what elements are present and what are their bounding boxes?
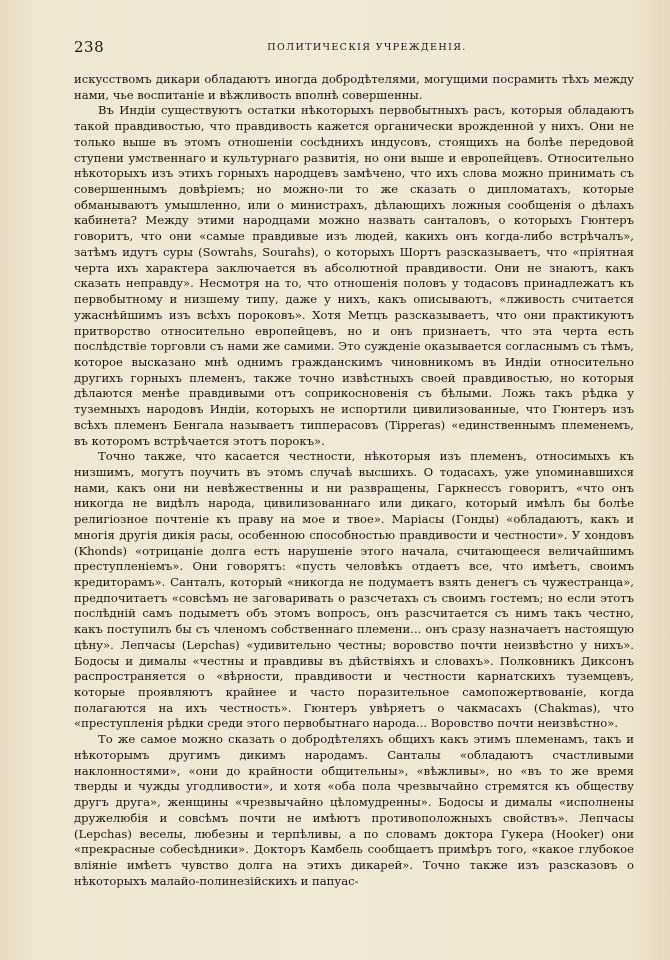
page-number: 238 (74, 38, 105, 56)
body-text (74, 72, 634, 889)
page-header (74, 38, 640, 60)
paragraph-common-virtues: То же самое можно сказать о добродѣтеляхъ общихъ какъ этимъ племенамъ, такъ и нѣкоторымъ другимъ дикимъ народамъ. Санталы «обладаютъ счастливыми наклонностями», «они до крайности общительны», «вѣжливы», но «въ то же время тверды и чужды угодливости», и хотя «оба пола чрезвычайно стремятся къ обществу другъ друга», женщины «чрезвычайно цѣломудренны». Бодосы и дималы «исполнены дружелюбія и совсѣмъ почти не имѣютъ противоположныхъ свойствъ». Лепчасы (Lepchas) веселы, любезны и терпѣливы, а по словамъ доктора Гукера (Hooker) они «прекрасные собесѣдники». Докторъ Камбель сообщаетъ примѣръ того, «какое глубокое вліяніе имѣетъ чувство долга на этихъ дикарей». Точно также изъ разсказовъ о нѣкоторыхъ малайо-полинезійскихъ и папуас- (74, 732, 634, 888)
running-title: ПОЛИТИЧЕСКІЯ УЧРЕЖДЕНІЯ. (267, 42, 467, 53)
paragraph-truthfulness: Въ Индіи существуютъ остатки нѣкоторыхъ первобытныхъ расъ, которыя обладаютъ такой правдивостью, что правдивость кажется органически врожденной у нихъ. Они не только выше въ этомъ отношеніи сосѣднихъ индусовъ, стоящихъ на болѣе передовой ступени умственнаго и культурнаго развитія, но они выше и европейцевъ. Относительно нѣкоторыхъ изъ этихъ горныхъ народцевъ замѣчено, что ихъ слова можно принимать съ совершеннымъ довѣріемъ; но можно-ли то же сказать о дипломатахъ, которые обманываютъ умышленно, или о министрахъ, дѣлающихъ ложныя сообщенія о дѣлахъ кабинета? Между этими народцами можно назвать санталовъ, о которыхъ Гюнтеръ говоритъ, что они «самые правдивые изъ людей, какихъ онъ когда-либо встрѣчалъ», затѣмъ идутъ суры (Sowrahs, Sourahs), о которыхъ Шортъ разсказываетъ, что «пріятная черта ихъ характера заключается въ абсолютной правдивости. Они не знаютъ, какъ сказать неправду». Несмотря на то, что отношенія половъ у тодасовъ принадлежатъ къ первобытному и низшему типу, даже у нихъ, какъ описываютъ, «лживость считается ужаснѣйшимъ изъ всѣхъ пороковъ». Хотя Метцъ разсказываетъ, что они практикуютъ притворство относительно европейцевъ, но и онъ признаетъ, что эта черта есть послѣдствіе торговли съ нами же самими. Это сужденіе оказывается согласнымъ съ тѣмъ, которое высказано мнѣ однимъ гражданскимъ чиновникомъ въ Индіи относительно другихъ горныхъ племенъ, также точно извѣстныхъ своей правдивостью, но которыя дѣлаются менѣе правдивыми отъ соприкосновенія съ бѣлыми. Ложь такъ рѣдка у туземныхъ народовъ Индіи, которыхъ не испортили цивилизованные, что Гюнтеръ изъ всѣхъ племенъ Бенгала называетъ типперасовъ (Tipperas) «единственнымъ племенемъ, въ которомъ встрѣчается этотъ порокъ». (74, 103, 634, 448)
paragraph-honesty: Точно также, что касается честности, нѣкоторыя изъ племенъ, относимыхъ къ низшимъ, могутъ поучить въ этомъ случаѣ высшихъ. О тодасахъ, уже упоминавшихся нами, какъ они ни невѣжественны и ни развращены, Гаркнессъ говоритъ, «что онъ никогда не видѣлъ народа, цивилизованнаго или дикаго, который имѣлъ бы болѣе религіозное почтеніе къ праву на мое и твое». Маріасы (Гонды) «обладаютъ, какъ и многія другія дикія расы, особенною способностью правдивости и честности». У хондовъ (Khonds) «отрицаніе долга есть нарушеніе этого начала, считающееся величайшимъ преступленіемъ». Они говорятъ: «пусть человѣкъ отдаетъ все, что имѣетъ, своимъ кредиторамъ». Санталъ, который «никогда не подумаетъ взять денегъ съ чужестранца», предпочитаетъ «совсѣмъ не заговаривать о разсчетахъ съ своимъ гостемъ; но если этотъ послѣдній самъ подыметъ объ этомъ вопросъ, онъ разсчитается съ нимъ такъ честно, какъ поступилъ бы съ членомъ собственнаго племени... онъ сразу назначаетъ настоящую цѣну». Лепчасы (Lepchas) «удивительно честны; воровство почти неизвѣстно у нихъ». Бодосы и дималы «честны и правдивы въ дѣйствіяхъ и словахъ». Полковникъ Диксонъ распространяется о «вѣрности, правдивости и честности карнатскихъ туземцевъ, которые проявляютъ крайнее и часто поразительное самопожертвованіе, когда полагаются на ихъ честность». Гюнтеръ увѣряетъ о чакмасахъ (Chakmas), что «преступленія рѣдки среди этого первобытнаго народа... Воровство почти неизвѣстно». (74, 449, 634, 731)
paragraph-continued: искусствомъ дикари обладаютъ иногда добродѣтелями, могущими посрамить тѣхъ между нами, чье воспитаніе и вѣжливость вполнѣ совершенны. (74, 72, 634, 102)
